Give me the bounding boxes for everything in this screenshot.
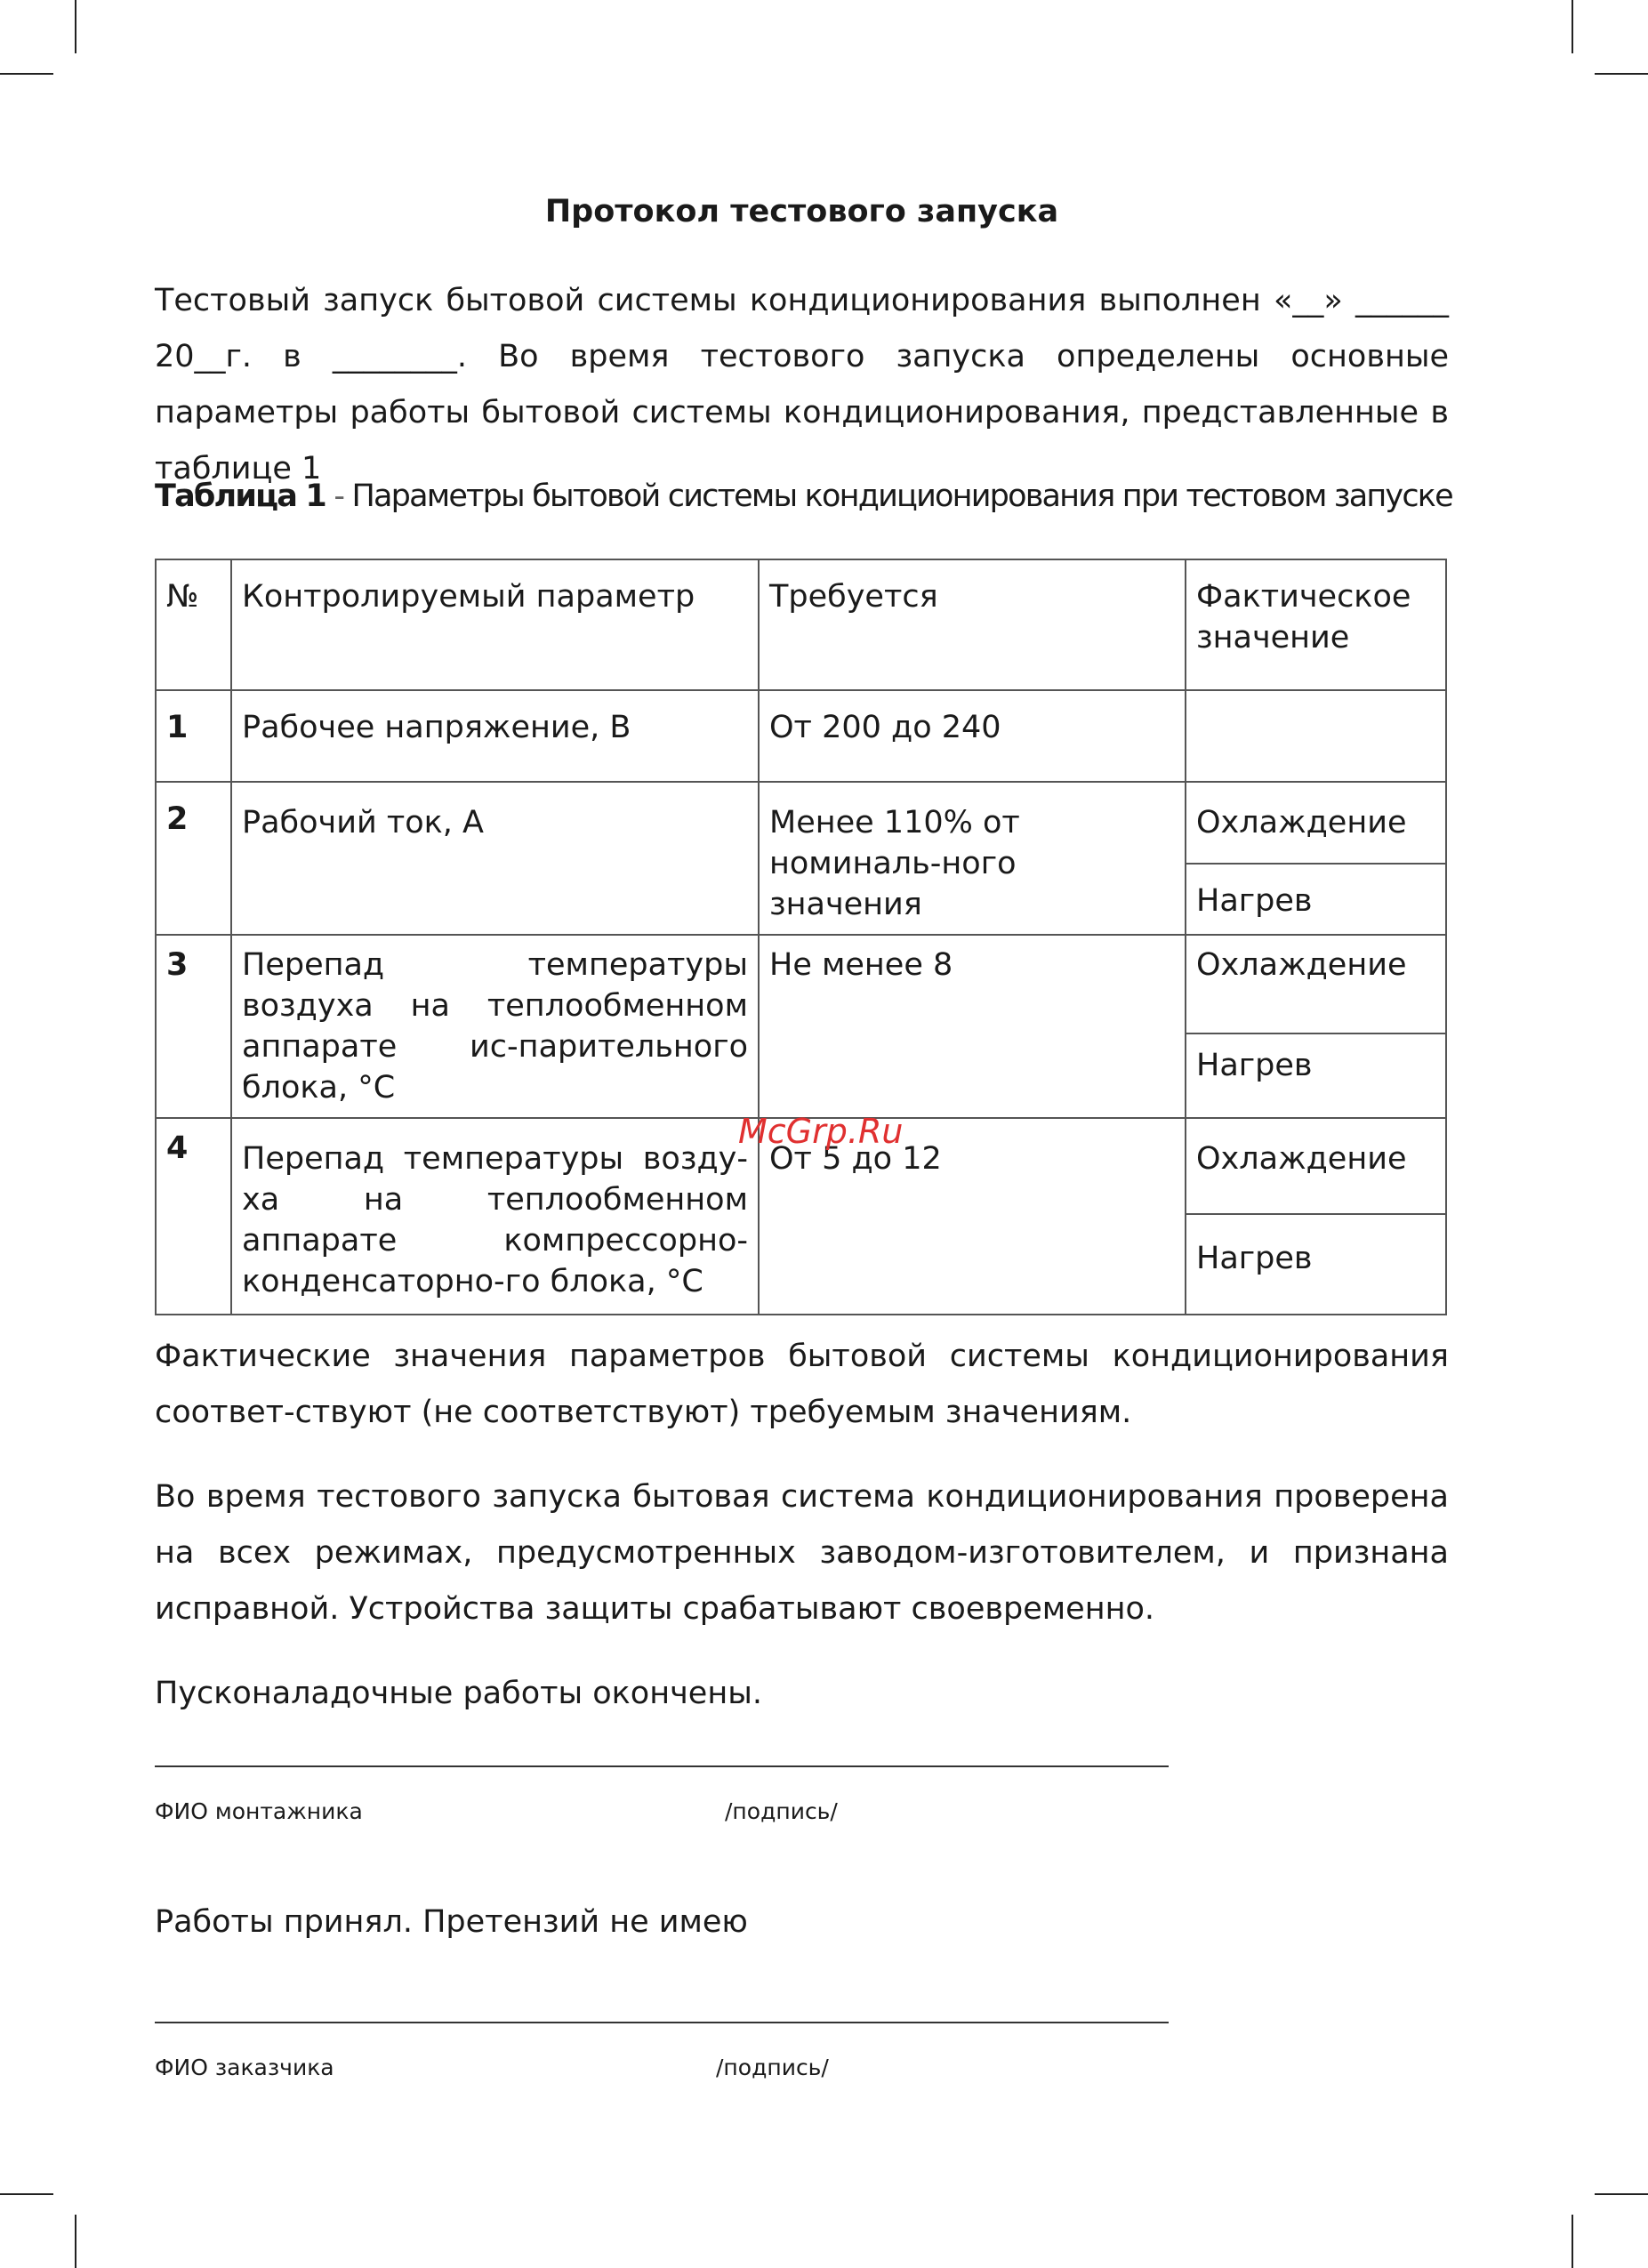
table-caption-text: Параметры бытовой системы кондиционирования при тестовом запуске xyxy=(351,479,1452,514)
crop-mark xyxy=(75,0,76,53)
watermark: McGrp.Ru xyxy=(738,1112,904,1151)
table-row xyxy=(156,935,1446,1033)
row-mode-cooling: Охлаждение xyxy=(1186,782,1446,864)
table-caption-separator: - xyxy=(326,479,352,514)
row-number: 2 xyxy=(156,782,231,935)
row-actual-value xyxy=(1186,690,1446,782)
row-number: 3 xyxy=(156,935,231,1118)
crop-mark xyxy=(1595,2193,1648,2195)
row-parameter: Перепад температуры воздуха на теплообменном аппарате ис-парительного блока, °С xyxy=(231,935,759,1118)
completion-paragraph: Пусконаладочные работы окончены. xyxy=(155,1676,762,1711)
row-mode-heating: Нагрев xyxy=(1186,1033,1446,1118)
customer-signature-label: /подпись/ xyxy=(716,2055,829,2080)
row-required: Не менее 8 xyxy=(759,935,1186,1118)
row-parameter: Рабочее напряжение, В xyxy=(231,690,759,782)
table-caption xyxy=(155,479,1452,514)
table-row xyxy=(156,782,1446,864)
row-parameter: Рабочий ток, А xyxy=(231,782,759,935)
table-caption-number: Таблица 1 xyxy=(155,479,326,514)
crop-mark xyxy=(0,73,53,75)
row-mode-heating: Нагрев xyxy=(1186,1214,1446,1315)
installer-signature-line xyxy=(155,1765,1169,1767)
header-cell-parameter: Контролируемый параметр xyxy=(231,559,759,690)
row-mode-cooling: Охлаждение xyxy=(1186,1118,1446,1214)
table-header-row xyxy=(156,559,1446,690)
customer-name-label: ФИО заказчика xyxy=(155,2055,334,2080)
crop-mark xyxy=(1572,2215,1573,2268)
customer-signature-line xyxy=(155,2022,1169,2023)
row-number: 1 xyxy=(156,690,231,782)
row-required: От 5 до 12 xyxy=(759,1118,1186,1315)
crop-mark xyxy=(1595,73,1648,75)
header-cell-actual: Фактическое значение xyxy=(1186,559,1446,690)
test-result-paragraph: Во время тестового запуска бытовая система кондиционирования проверена на всех режимах, предусмотренных заводом-изготовителем, и признана исправной. Устройства защиты срабатывают своевременно. xyxy=(155,1479,1449,1627)
intro-paragraph: Тестовый запуск бытовой системы кондиционирования выполнен «__» ______ 20__г. в ________. Во время тестового запуска определены основные параметры работы бытовой системы кондиционирования, представленные в таблице 1 xyxy=(155,283,1449,487)
page-title: Протокол тестового запуска xyxy=(544,194,1059,229)
compliance-paragraph: Фактические значения параметров бытовой системы кондиционирования соответ-ствуют (не соответствуют) требуемым значениям. xyxy=(155,1339,1449,1430)
row-parameter: Перепад температуры возду-ха на теплообменном аппарате компрессорно-конденсаторно-го блока, °С xyxy=(231,1118,759,1315)
row-required: От 200 до 240 xyxy=(759,690,1186,782)
row-required: Менее 110% от номиналь-ного значения xyxy=(759,782,1186,935)
crop-mark xyxy=(75,2215,76,2268)
header-cell-number: № xyxy=(156,559,231,690)
installer-signature-label: /подпись/ xyxy=(725,1798,838,1824)
acceptance-paragraph: Работы принял. Претензий не имею xyxy=(155,1904,748,1940)
installer-name-label: ФИО монтажника xyxy=(155,1798,363,1824)
row-number: 4 xyxy=(156,1118,231,1315)
crop-mark xyxy=(1572,0,1573,53)
row-mode-heating: Нагрев xyxy=(1186,864,1446,935)
parameters-table xyxy=(155,559,1447,1315)
row-mode-cooling: Охлаждение xyxy=(1186,935,1446,1033)
header-cell-required: Требуется xyxy=(759,559,1186,690)
crop-mark xyxy=(0,2193,53,2195)
table-row xyxy=(156,690,1446,782)
